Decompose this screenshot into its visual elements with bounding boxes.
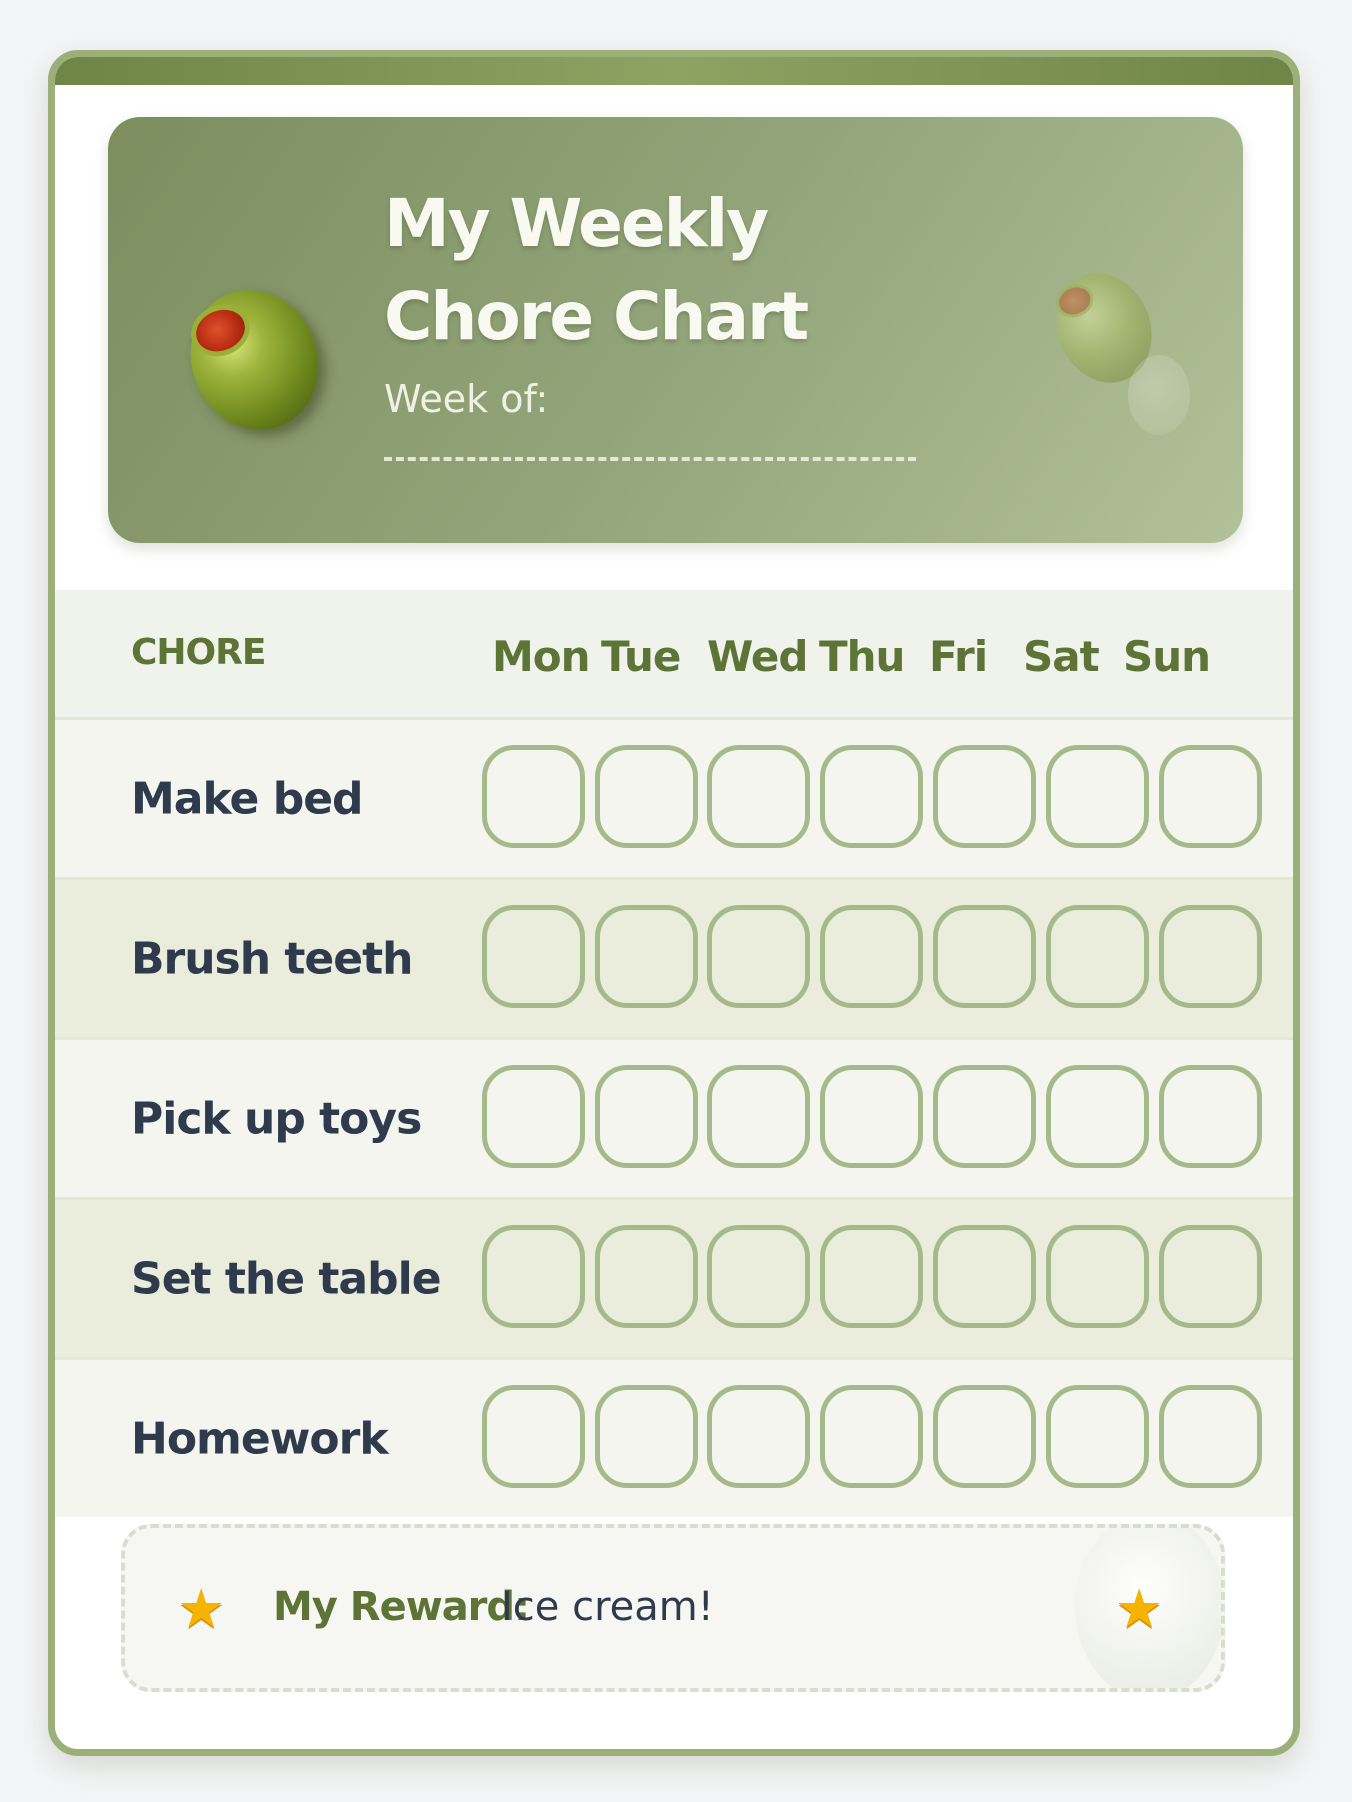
- pimento-icon: [183, 296, 257, 365]
- checkbox-wed[interactable]: [707, 1385, 810, 1488]
- checkbox-wed[interactable]: [707, 905, 810, 1008]
- checkbox-sun[interactable]: [1159, 1385, 1262, 1488]
- week-of-blank-line[interactable]: [384, 457, 916, 461]
- checkbox-wed[interactable]: [707, 1225, 810, 1328]
- table-row: [55, 1357, 1300, 1517]
- star-icon: ★: [1115, 1577, 1164, 1640]
- chore-column-header: CHORE: [131, 632, 266, 673]
- checkbox-wed[interactable]: [707, 745, 810, 848]
- checkbox-tue[interactable]: [595, 1225, 698, 1328]
- page-title: My Weekly Chore Chart: [384, 185, 808, 355]
- olive-icon: [170, 271, 339, 449]
- checkbox-mon[interactable]: [482, 905, 585, 1008]
- checkbox-tue[interactable]: [595, 1065, 698, 1168]
- chore-chart-card: [48, 50, 1300, 1756]
- checkbox-sun[interactable]: [1159, 1225, 1262, 1328]
- checkbox-sun[interactable]: [1159, 1065, 1262, 1168]
- checkbox-fri[interactable]: [933, 905, 1036, 1008]
- day-header-wed: Wed: [707, 632, 808, 681]
- checkbox-thu[interactable]: [820, 1385, 923, 1488]
- chore-label: Brush teeth: [131, 933, 413, 984]
- checkbox-tue[interactable]: [595, 905, 698, 1008]
- checkbox-sat[interactable]: [1046, 1385, 1149, 1488]
- checkbox-tue[interactable]: [595, 1385, 698, 1488]
- day-header-tue: Tue: [601, 632, 681, 681]
- table-row: [55, 1037, 1300, 1197]
- table-row: [55, 1197, 1300, 1357]
- checkbox-thu[interactable]: [820, 1065, 923, 1168]
- checkbox-sun[interactable]: [1159, 905, 1262, 1008]
- reward-box: [121, 1524, 1225, 1692]
- checkbox-thu[interactable]: [820, 1225, 923, 1328]
- checkbox-sat[interactable]: [1046, 1225, 1149, 1328]
- checkbox-sat[interactable]: [1046, 745, 1149, 848]
- star-icon: ★: [177, 1577, 226, 1640]
- checkbox-tue[interactable]: [595, 745, 698, 848]
- olive-ghost-icon: [1128, 355, 1190, 435]
- checkbox-fri[interactable]: [933, 1225, 1036, 1328]
- table-row: [55, 877, 1300, 1037]
- table-row: [55, 717, 1300, 877]
- day-header-sun: Sun: [1123, 632, 1211, 681]
- checkbox-fri[interactable]: [933, 745, 1036, 848]
- checkbox-fri[interactable]: [933, 1065, 1036, 1168]
- chore-label: Homework: [131, 1413, 388, 1464]
- chore-table: [55, 590, 1300, 1517]
- checkbox-mon[interactable]: [482, 1225, 585, 1328]
- checkbox-thu[interactable]: [820, 905, 923, 1008]
- day-header-mon: Mon: [492, 632, 590, 681]
- checkbox-mon[interactable]: [482, 745, 585, 848]
- chart-header: [108, 117, 1243, 543]
- day-header-sat: Sat: [1023, 632, 1099, 681]
- top-accent-bar: [55, 57, 1293, 85]
- checkbox-thu[interactable]: [820, 745, 923, 848]
- chore-label: Pick up toys: [131, 1093, 422, 1144]
- reward-value[interactable]: Ice cream!: [501, 1584, 714, 1630]
- checkbox-mon[interactable]: [482, 1065, 585, 1168]
- day-header-fri: Fri: [929, 632, 988, 681]
- pimento-icon: [1051, 279, 1098, 323]
- checkbox-mon[interactable]: [482, 1385, 585, 1488]
- week-of-label: Week of:: [384, 377, 549, 421]
- checkbox-sat[interactable]: [1046, 1065, 1149, 1168]
- chore-label: Make bed: [131, 773, 363, 824]
- checkbox-sat[interactable]: [1046, 905, 1149, 1008]
- table-header-row: [55, 590, 1300, 717]
- checkbox-fri[interactable]: [933, 1385, 1036, 1488]
- day-header-thu: Thu: [819, 632, 905, 681]
- reward-label: My Reward:: [273, 1584, 530, 1630]
- checkbox-wed[interactable]: [707, 1065, 810, 1168]
- checkbox-sun[interactable]: [1159, 745, 1262, 848]
- chore-label: Set the table: [131, 1253, 441, 1304]
